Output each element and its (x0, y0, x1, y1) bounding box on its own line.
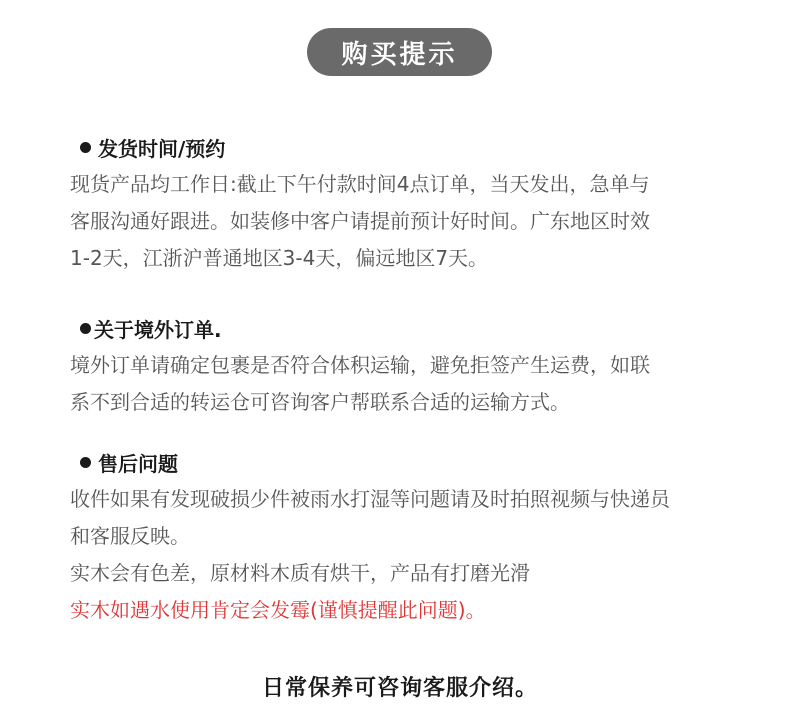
section-heading (70, 312, 770, 344)
warning-text: 实木如遇水使用肯定会发霉(谨慎提醒此问题)。 (70, 598, 486, 622)
heading-label: 售后问题 (98, 451, 178, 476)
bullet-icon (80, 323, 91, 334)
section-paragraph: 现货产品均工作日:截止下午付款时间4点订单，当天发出，急单与 客服沟通好跟进。如装修中客户请提前预计好时间。广东地区时效 1-2天，江浙沪普通地区3-4天，偏远地区7天。 (70, 172, 650, 270)
footer-note: 日常保养可咨询客服介绍。 (261, 676, 538, 701)
page-title: 购买提示 (307, 28, 492, 76)
section-heading (70, 131, 770, 163)
bullet-icon (80, 142, 91, 153)
section-heading (70, 446, 770, 478)
heading-label: 关于境外订单. (94, 317, 222, 342)
bullet-icon (80, 457, 91, 468)
section-shipping (70, 131, 770, 277)
heading-label: 发货时间/预约 (98, 136, 226, 161)
section-paragraph: 收件如果有发现破损少件被雨水打湿等问题请及时拍照视频与快递员 和客服反映。 (70, 487, 670, 548)
section-paragraph: 实木会有色差，原材料木质有烘干，产品有打磨光滑 (70, 561, 530, 585)
section-paragraph: 境外订单请确定包裹是否符合体积运输，避免拒签产生运费，如联 系不到合适的转运仓可咨询客户帮联系合适的运输方式。 (70, 353, 650, 414)
section-after-sales (70, 446, 770, 629)
section-overseas-orders (70, 312, 770, 421)
